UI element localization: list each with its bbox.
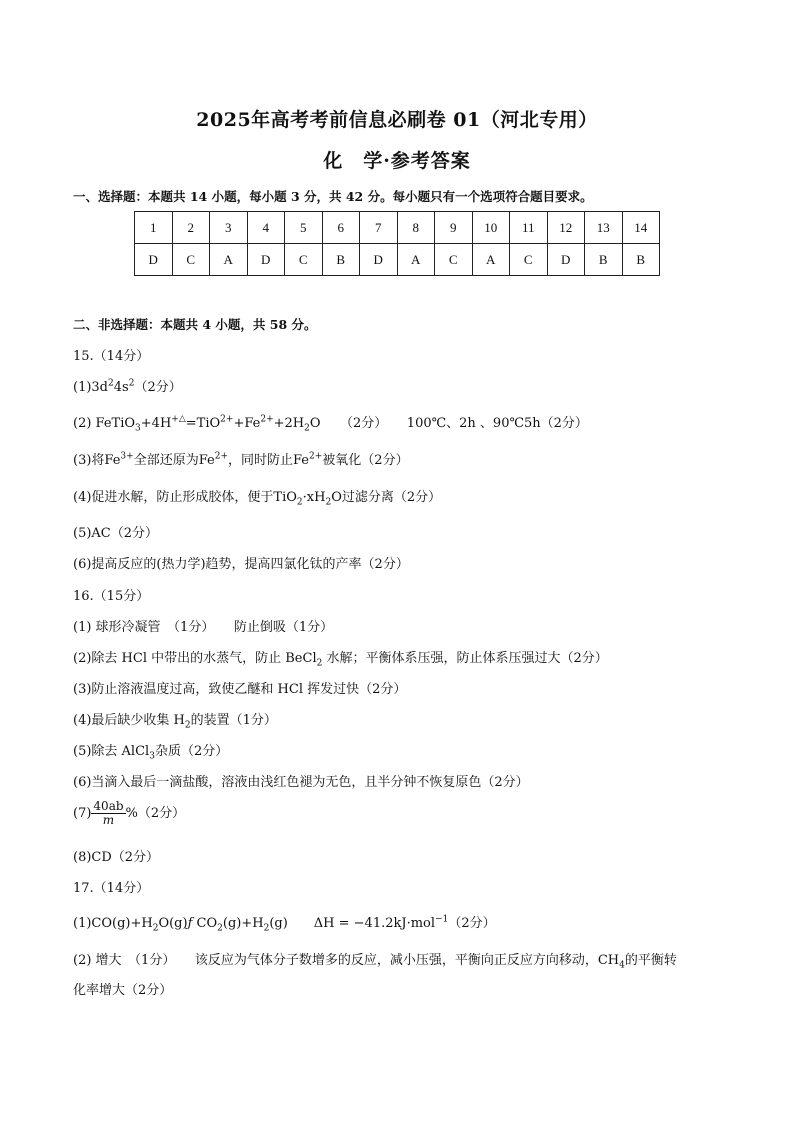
q16-answer-4: (4)最后缺少收集 $H_2$的装置（1分）	[73, 713, 277, 731]
answer-letter-row	[135, 244, 660, 276]
q15-answer-1: $(1)3d^24s^2(2$分）	[73, 378, 182, 395]
q15-label: 15.（14分）	[73, 349, 150, 364]
q15-answer-2: (2) $FeTiO_3+4H^{+\triangle}=TiO^{2+}+Fe^{2+}+2H_2O$ （2分） 100℃、2h 、90℃5h（2分）	[73, 414, 588, 434]
answer-cell: A	[210, 244, 248, 276]
answer-cell: D	[135, 244, 173, 276]
q15-answer-6: (6)提高反应的(热力学)趋势，提高四氯化钛的产率（2分）	[73, 557, 409, 572]
question-number-cell: 11	[510, 212, 548, 244]
q16-answer-2: (2)除去 HCl 中带出的水蒸气，防止 BeCl$_2$ 水解；平衡体系压强，防止体系压强过大（2分）	[73, 651, 608, 669]
question-number-cell: 8	[397, 212, 435, 244]
q15-answer-4: (4)促进水解，防止形成胶体，便于$TiO_2\cdot xH_2O$过滤分离（2分）	[73, 490, 442, 508]
question-number-cell: 9	[435, 212, 473, 244]
question-number-cell: 7	[360, 212, 398, 244]
section1-heading: 一、选择题：本题共 14 小题，每小题 3 分，共 42 分。每小题只有一个选项符合题目要求。	[73, 189, 593, 204]
answer-cell: C	[435, 244, 473, 276]
answer-cell: D	[547, 244, 585, 276]
q16-answer-1: (1) 球形冷凝管 （1分） 防止倒吸（1分）	[73, 620, 334, 635]
answer-cell: B	[585, 244, 623, 276]
answer-cell: B	[322, 244, 360, 276]
answer-number-row	[135, 212, 660, 244]
q16-answer-8: (8)CD（2分）	[73, 850, 160, 865]
question-number-cell: 6	[322, 212, 360, 244]
q16-label: 16.（15分）	[73, 589, 150, 604]
heat-symbol: △	[178, 414, 186, 424]
q16-answer-6: (6)当滴入最后一滴盐酸，溶液由浅红色褪为无色，且半分钟不恢复原色（2分）	[73, 775, 529, 790]
q16-answer-7: (7) $\frac{40ab}{m}$ %（2分）	[73, 799, 186, 827]
answer-cell: A	[397, 244, 435, 276]
q17-answer-2: (2) 增大 （1分） 该反应为气体分子数增多的反应，减小压强，平衡向正反应方向移动，$CH_4$的平衡转	[73, 953, 677, 971]
answer-cell: D	[247, 244, 285, 276]
q16-answer-3: (3)防止溶液温度过高，致使乙醚和 HCl 挥发过快（2分）	[73, 682, 407, 697]
q17-answer-1: $(1)CO(g)+H_2O(g)ƒ$ $CO_2(g)+H_2(g)$ ΔH = −41.2kJ·mol$^{-1}$（2分）	[73, 914, 496, 934]
page-title: 2025年高考考前信息必刷卷 01（河北专用）	[196, 109, 598, 131]
section2-heading: 二、非选择题：本题共 4 小题，共 58 分。	[73, 317, 317, 332]
question-number-cell: 2	[172, 212, 210, 244]
question-number-cell: 10	[472, 212, 510, 244]
answer-cell: B	[622, 244, 660, 276]
answer-cell: A	[472, 244, 510, 276]
equilibrium-arrow: ƒ	[187, 916, 193, 931]
question-number-cell: 5	[285, 212, 323, 244]
q16-answer-5: (5)除去 AlCl$_3$杂质（2分）	[73, 744, 229, 762]
question-number-cell: 13	[585, 212, 623, 244]
question-number-cell: 1	[135, 212, 173, 244]
question-number-cell: 14	[622, 212, 660, 244]
answer-cell: C	[510, 244, 548, 276]
page-subtitle: 化 学·参考答案	[323, 150, 471, 172]
q15-answer-3: (3)将$Fe^{3+}$全部还原为$Fe^{2+}$，同时防止$Fe^{2+}$被氧化（2分）	[73, 451, 409, 468]
question-number-cell: 12	[547, 212, 585, 244]
q17-label: 17.（14分）	[73, 881, 150, 896]
answer-cell: C	[172, 244, 210, 276]
q17-answer-2-cont: 化率增大（2分）	[73, 983, 173, 998]
answer-cell: D	[360, 244, 398, 276]
q15-answer-5: (5)AC（2分）	[73, 526, 159, 541]
fraction: $\frac{40ab}{m}$	[93, 799, 124, 827]
answer-cell: C	[285, 244, 323, 276]
question-number-cell: 4	[247, 212, 285, 244]
question-number-cell: 3	[210, 212, 248, 244]
answer-table	[134, 211, 660, 276]
